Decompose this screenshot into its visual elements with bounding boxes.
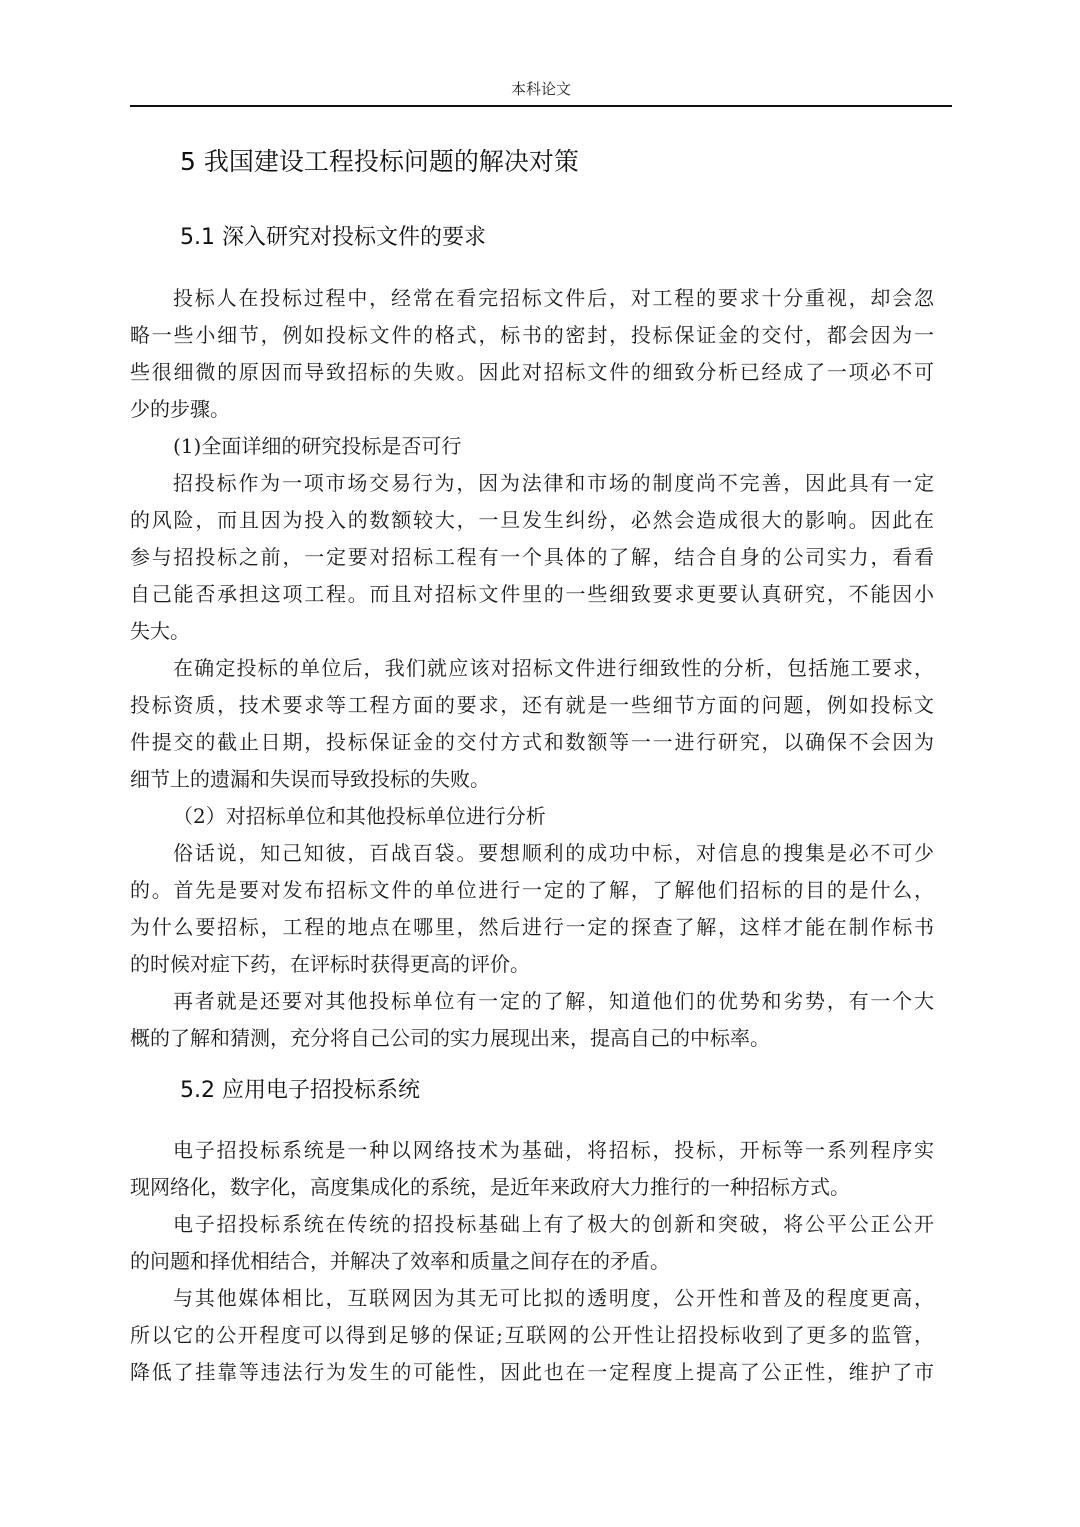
paragraph-line: 与其他媒体相比，互联网因为其无可比拟的透明度，公开性和普及的程度更高， xyxy=(173,1286,934,1310)
paragraph-line: 失大。 xyxy=(130,619,190,643)
list-item-heading: （2）对招标单位和其他投标单位进行分析 xyxy=(173,804,546,828)
paragraph-line: 在确定投标的单位后，我们就应该对招标文件进行细致性的分析，包括施工要求， xyxy=(173,656,934,680)
paragraph-line: 现网络化，数字化，高度集成化的系统，是近年来政府大力推行的一种招标方式。 xyxy=(130,1175,850,1199)
paragraph-line: 参与招投标之前，一定要对招标工程有一个具体的了解，结合自身的公司实力，看看 xyxy=(130,545,934,569)
paragraph-line: 自己能否承担这项工程。而且对招标文件里的一些细致要求更要认真研究，不能因小 xyxy=(130,582,934,606)
paragraph-line: 的风险，而且因为投入的数额较大，一旦发生纠纷，必然会造成很大的影响。因此在 xyxy=(130,508,934,532)
paragraph-line: 降低了挂靠等违法行为发生的可能性，因此也在一定程度上提高了公正性，维护了市 xyxy=(130,1360,934,1384)
paragraph-line: 投标资质，技术要求等工程方面的要求，还有就是一些细节方面的问题，例如投标文 xyxy=(130,693,934,717)
chapter-title: 5 我国建设工程投标问题的解决对策 xyxy=(180,147,579,176)
paragraph-line: 的问题和择优相结合，并解决了效率和质量之间存在的矛盾。 xyxy=(130,1249,670,1273)
paragraph-line: 投标人在投标过程中，经常在看完招标文件后，对工程的要求十分重视，却会忽 xyxy=(173,286,934,310)
paragraph-line: 电子招投标系统是一种以网络技术为基础，将招标，投标，开标等一系列程序实 xyxy=(173,1138,934,1162)
paragraph-line: 电子招投标系统在传统的招投标基础上有了极大的创新和突破，将公平公正公开 xyxy=(173,1212,934,1236)
section-5-2-title: 5.2 应用电子招投标系统 xyxy=(180,1078,420,1103)
paragraph-line: 的时候对症下药，在评标时获得更高的评价。 xyxy=(130,952,530,976)
paragraph-line: 少的步骤。 xyxy=(130,397,230,421)
paragraph-line: 再者就是还要对其他投标单位有一定的了解，知道他们的优势和劣势，有一个大 xyxy=(173,989,934,1013)
list-item-heading: (1)全面详细的研究投标是否可行 xyxy=(173,434,462,458)
section-5-1-title: 5.1 深入研究对投标文件的要求 xyxy=(180,225,486,250)
paragraph-line: 细节上的遗漏和失误而导致投标的失败。 xyxy=(130,767,490,791)
page-header: 本科论文 xyxy=(510,80,571,98)
header-rule xyxy=(130,105,952,107)
paragraph-line: 概的了解和猜测，充分将自己公司的实力展现出来，提高自己的中标率。 xyxy=(130,1026,770,1050)
paragraph-line: 招投标作为一项市场交易行为，因为法律和市场的制度尚不完善，因此具有一定 xyxy=(173,471,934,495)
paragraph-line: 为什么要招标，工程的地点在哪里，然后进行一定的探查了解，这样才能在制作标书 xyxy=(130,915,934,939)
paragraph-line: 略一些小细节，例如投标文件的格式，标书的密封，投标保证金的交付，都会因为一 xyxy=(130,323,934,347)
paragraph-line: 件提交的截止日期，投标保证金的交付方式和数额等一一进行研究，以确保不会因为 xyxy=(130,730,934,754)
paragraph-line: 俗话说，知己知彼，百战百袋。要想顺利的成功中标，对信息的搜集是必不可少 xyxy=(173,841,934,865)
paragraph-line: 的。首先是要对发布招标文件的单位进行一定的了解，了解他们招标的目的是什么， xyxy=(130,878,934,902)
paragraph-line: 所以它的公开程度可以得到足够的保证;互联网的公开性让招投标收到了更多的监管， xyxy=(130,1323,934,1347)
paragraph-line: 些很细微的原因而导致招标的失败。因此对招标文件的细致分析已经成了一项必不可 xyxy=(130,360,934,384)
